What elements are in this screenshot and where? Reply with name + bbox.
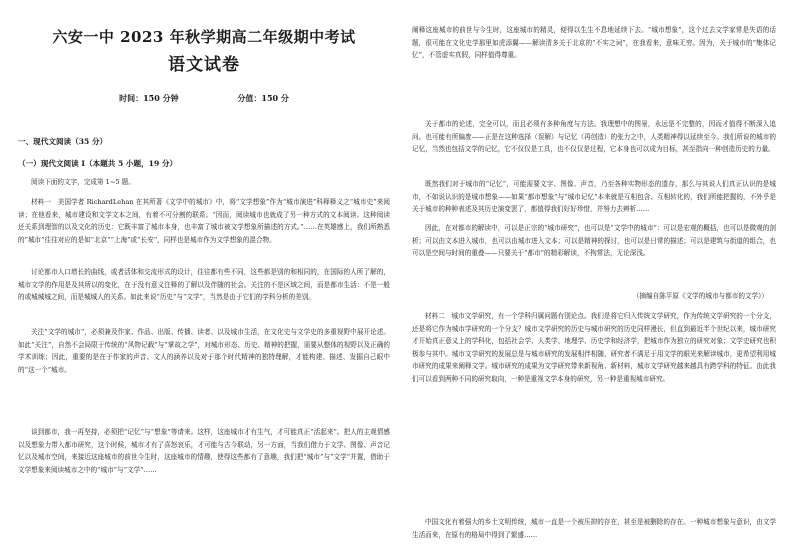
paragraph-text: 材料一 美国学者 RichardLehan 在其所著《文学中的城市》中，将“文学想象”作为“城市演进”科释释义之“城市史”来阅读；在他看来，城市建设和文学文本之间，有着不可分割的联系。“因而，阅读城市也就成了另一种方式的文本阅读。这种阅读还关系到理智的以及文化的历史：它既丰富了城市本身，也丰富了城市被文学想象所描述的方式。”……在英雄感上，我们所熟悉的“城市”往往对应的是如“北京”“上海”或“长安”，同样也是城市作为文学想象的混合物。: [18, 198, 390, 244]
exam-score: 分值：150 分: [237, 93, 289, 103]
right-paragraph-5: [412, 310, 776, 514]
exam-time: 时间：150 分钟: [119, 93, 179, 103]
paragraph-text: 中国文化有着强大的乡土文明传统，城市一直是一个被压抑的存在，甚至是被删除的存在。一种城市想象与意识，由文学生活而来，在原有的格局中得到了繁盛……: [412, 518, 776, 539]
right-paragraph-2: [412, 118, 776, 170]
paragraph-text: 阐释这座城市的前世与今生时，这座城市的精灵，便得以生生不息地延续下去。“城市想象”，这个过去文学家常是失语的话题，很可能在文化史学那里如虎添翼——解读清多关于北京的“不实之词”，在我看来，意味无穷。因为，关于城市的“集体记忆”，不管虚实真假，同样值得尊重。: [412, 26, 776, 60]
source-citation: （摘编自陈平原《文学的城市与都市的文学》）: [632, 292, 768, 300]
instruction-block: [18, 176, 390, 189]
paragraph-text: 因此，在对都市的解读中，可以是正宗的“城市研究”，也可以是“文学中的城市”：可以是宏观的概括，也可以是微观的剖析；可以由文本进入城市，也可以由城市进入文本；可以是精神的探讨，也可以是日常的描述；可以是建筑与街道的组合，也可以是空间与时间的重叠——只要关于“都市”的精彩解读，不拘常法，无论深浅。: [412, 224, 776, 258]
left-paragraph-3: [18, 326, 390, 416]
paragraph-text: 既然我们对于城市的“记忆”，可能需要文字、图像、声音，乃至各种实物形态的遗存，那么与其说人们真正认识的是城市，不如说认识的是城市想象——如果“都市想象”与“城市记忆”本来就是互相包含、互相转化的，我们所能把握的，不外乎是关于城市的种种表述及其历史演变罢了，都值得我们好好珍惜，并努力去辨析……: [412, 180, 776, 214]
right-paragraph-6: [412, 516, 776, 542]
instruction-text: 阅读下面的文字，完成第 1~5 题。: [31, 178, 135, 186]
subject-title: 语文试卷: [168, 55, 240, 75]
left-paragraph-4: [18, 426, 390, 538]
exam-meta: [18, 93, 390, 104]
right-paragraph-3: [412, 178, 776, 216]
section-heading: 一、现代文阅读（35 分）: [18, 137, 108, 146]
exam-title: 六安一中 2023 年秋学期高二年级期中考试: [52, 28, 356, 46]
left-paragraph-1: [18, 196, 390, 252]
subsection-heading: （一）现代文阅读 I（本题共 5 小题，19 分）: [18, 159, 178, 168]
paragraph-text: 材料二 城市文学研究，有一个学科归属问题有别论点。我们是将它归入传统文学研究，作为传统文学研究的一个分支，还是将它作为城市学研究的一个分支？城市文学研究的历史与城市研究的历史同样漫长，但直到最近半个世纪以来，城市研究才开始真正意义上的学科化，包括社会学、人类学、地理学、历史学和经济学，把城市作为独立的研究对象；文学史研究也积极参与其中。城市文学研究的发展总是与城市研究的发展相伴相随，研究者不满足于用文学的眼光来解读城市，更希望利用城市研究的成果来阐释文学。城市研究的成果为文学研究带来新视角、新材料，城市文学研究越来越具有跨学科的特征。由此我们可以看到两种不同的研究取向，一种是重视文学本身的研究，另一种是重视城市研究。: [412, 312, 776, 383]
paragraph-text: 关注“文学的城市”，必须兼及作家、作品、出版、传播、读者、以及城市生活，在文化史与文学史的多重视野中展开论述。如此“关注”，自然不会局限于传统的“风物记载”与“掌故之学”，对城市形态、历史、精神的把握，需要从整体的视野以及正确的学术训练；因此，重要的是在于作家的声音、文人的涵养以及对于那个时代精神的独特理解，才能构建、描述、发掘自己眼中的“这一个”城市。: [18, 328, 390, 374]
right-paragraph-1: [412, 24, 776, 112]
paragraph-text: 谈到都市，我一再坚持，必须把“记忆”与“想象”等请来。这样，这座城市才有生气，才可能真正“活起来”。把人的主观情感以及想象力带入都市研究，这个时候，城市才有了喜怒哀乐，才可能与古今联动，另一方面，当我们借力于文学、图像、声音记忆以及城市空间，来接近这座城市的前世今生时，这座城市的情趣，使得这些都有了意趣，我们把“城市”与“文学”并置，借助于文学想象来阅读城市之中的“城市”与“文学”……: [18, 428, 390, 474]
paragraph-text: 讨论都市人口增长的曲线，或者活体和交流形式的设计，往往都有些不同，这些都是别的和相同的，在国际的人所了解的，城市文学的作用是及其所以的变化，在于没有意义注释的了解以及伴随的社会。关注的不是区域之间，而是都市生活：不是一般的或城城城之间，而是城城人的关系。如此来说“历史”与“文学”，当然是由于它们的学科分析的差别。: [18, 268, 390, 302]
paragraph-text: 关于都市的论述，完全可以，而且必须有多种角度与方法。我理想中的图景，永远是不完整的，因而才值得不断深入追问。也可能有所偏废——正是在这种选择（误解）与记忆（再创造）的张力之中，人类精神得以延续至今。我们所说的城市的记忆，当然也包括文学的记忆，它不仅仅是工具，也不仅仅是过程，它本身也可以成为目标，甚至指向一种创造历史的力量。: [412, 120, 776, 154]
right-paragraph-4: [412, 222, 776, 274]
left-paragraph-2: [18, 266, 390, 310]
